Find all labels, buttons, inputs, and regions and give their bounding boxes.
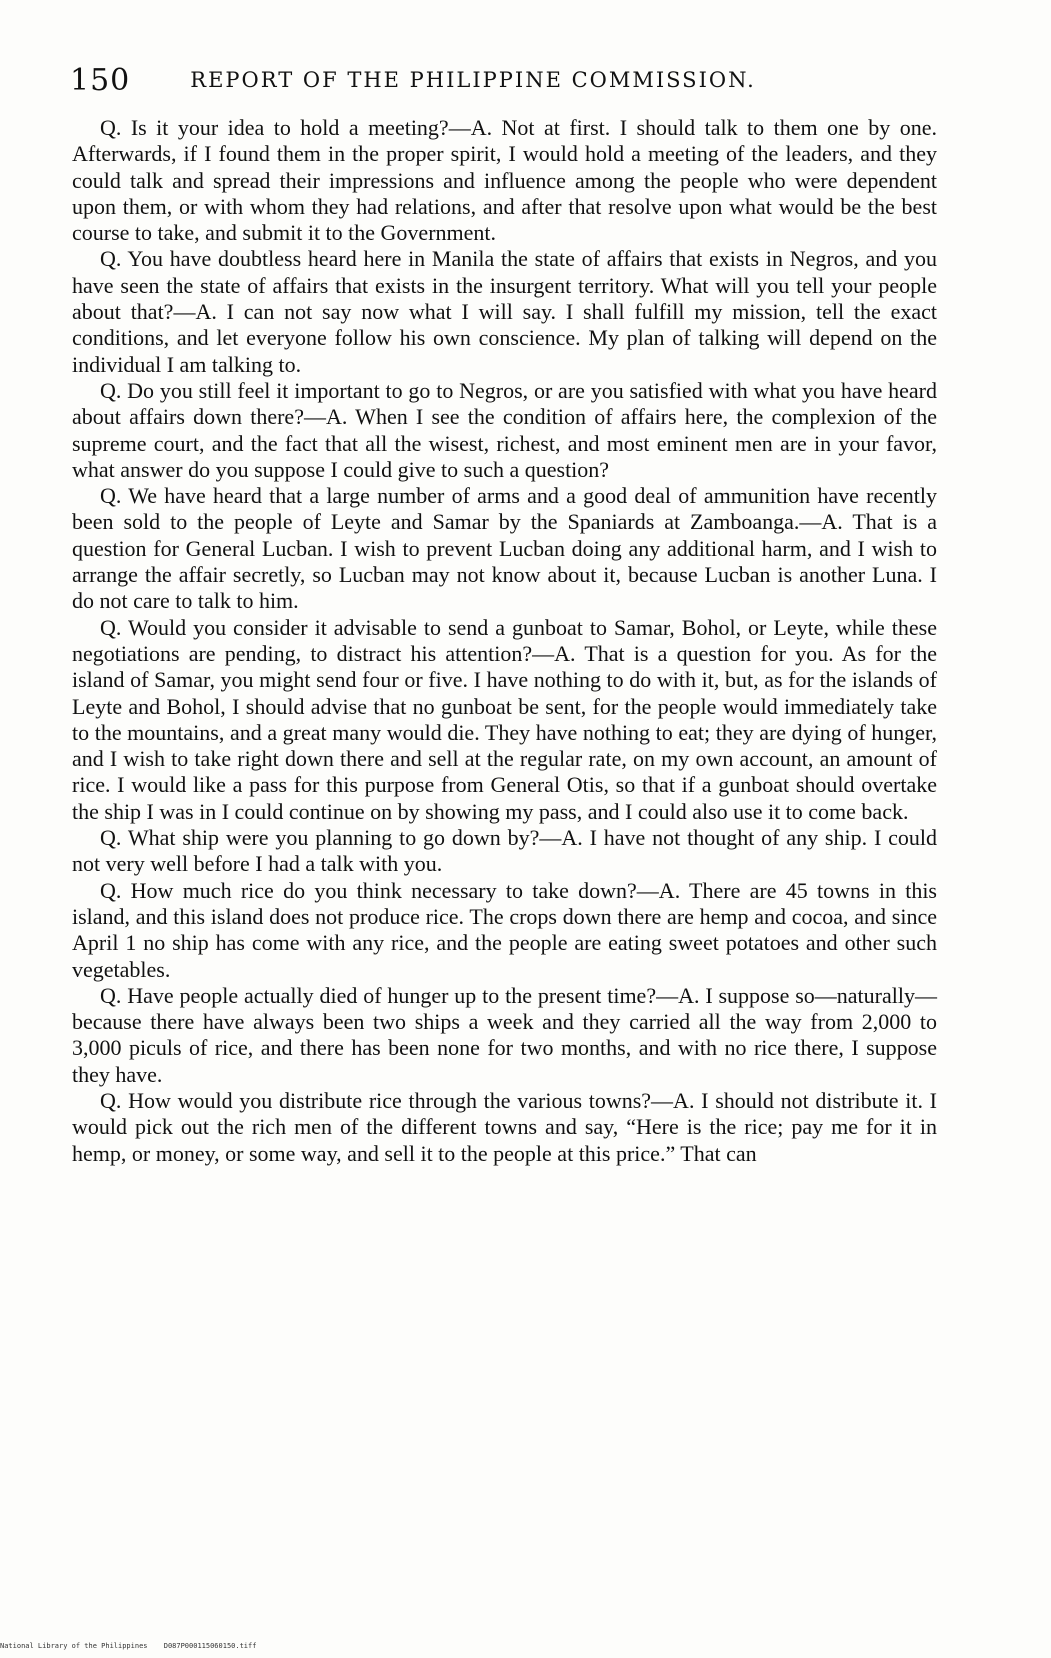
page-number: 150 bbox=[70, 62, 131, 98]
paragraph: Q. We have heard that a large number of arms and a good deal of ammunition have recently been sold to the people of Leyte and Samar by the Spaniards at Zamboanga.—A. That is a question for General Lucban. I wish to prevent Lucban doing any additional harm, and I wish to arrange the affair secretly, so Lucban may not know about it, because Lucban is another Luna. I do not care to talk to him. bbox=[72, 483, 937, 614]
paragraph: Q. You have doubtless heard here in Manila the state of affairs that exists in Negros, and you have seen the state of affairs that exists in the insurgent territory. What will you tell your people about that?—A. I can not say now what I will say. I shall fulfill my mission, tell the exact conditions, and let everyone follow his own conscience. My plan of talking will depend on the individual I am talking to. bbox=[72, 246, 937, 377]
page-header bbox=[70, 60, 950, 100]
paragraph: Q. How much rice do you think necessary to take down?—A. There are 45 towns in this island, and this island does not produce rice. The crops down there are hemp and cocoa, and since April 1 no ship has come with any rice, and the people are eating sweet potatoes and other such vegetables. bbox=[72, 877, 937, 982]
paragraph: Q. Would you consider it advisable to send a gunboat to Samar, Bohol, or Leyte, while these negotiations are pending, to distract his attention?—A. That is a question for you. As for the island of Samar, you might send four or five. I have nothing to do with it, but, as for the islands of Leyte and Bohol, I should advise that no gunboat be sent, for the people would immediately take to the mountains, and a great many would die. They have nothing to eat; they are dying of hunger, and I wish to take right down there and sell at the regular rate, on my own account, an amount of rice. I would like a pass for this purpose from General Otis, so that if a gunboat should overtake the ship I was in I could continue on by showing my pass, and I could also use it to come back. bbox=[72, 614, 937, 824]
footer-file: D087P000115060150.tiff bbox=[163, 1642, 257, 1650]
body-text bbox=[72, 115, 937, 1167]
paragraph: Q. Have people actually died of hunger up to the present time?—A. I suppose so—naturally—because there have always been two ships a week and they carried all the way from 2,000 to 3,000 piculs of rice, and there has been none for two months, and with no rice there, I suppose they have. bbox=[72, 982, 937, 1087]
footer-library: National Library of the Philippines bbox=[0, 1642, 148, 1650]
paragraph: Q. How would you distribute rice through the various towns?—A. I should not distribute it. I would pick out the rich men of the different towns and say, “Here is the rice; pay me for it in hemp, or money, or some way, and sell it to the people at this price.” That can bbox=[72, 1087, 937, 1166]
paragraph: Q. Is it your idea to hold a meeting?—A. Not at first. I should talk to them one by one. Afterwards, if I found them in the proper spirit, I would hold a meeting of the leaders, and they could talk and spread their impressions and influence among the people who were dependent upon them, or with whom they had relations, and after that resolve upon what would be the best course to take, and submit it to the Government. bbox=[72, 115, 937, 246]
running-head: REPORT OF THE PHILIPPINE COMMISSION. bbox=[190, 68, 756, 92]
scan-footer bbox=[0, 1642, 420, 1656]
paragraph: Q. What ship were you planning to go down by?—A. I have not thought of any ship. I could not very well before I had a talk with you. bbox=[72, 825, 937, 877]
paragraph: Q. Do you still feel it important to go to Negros, or are you satisfied with what you have heard about affairs down there?—A. When I see the condition of affairs here, the complexion of the supreme court, and the fact that all the wisest, richest, and most eminent men are in your favor, what answer do you suppose I could give to such a question? bbox=[72, 377, 937, 482]
